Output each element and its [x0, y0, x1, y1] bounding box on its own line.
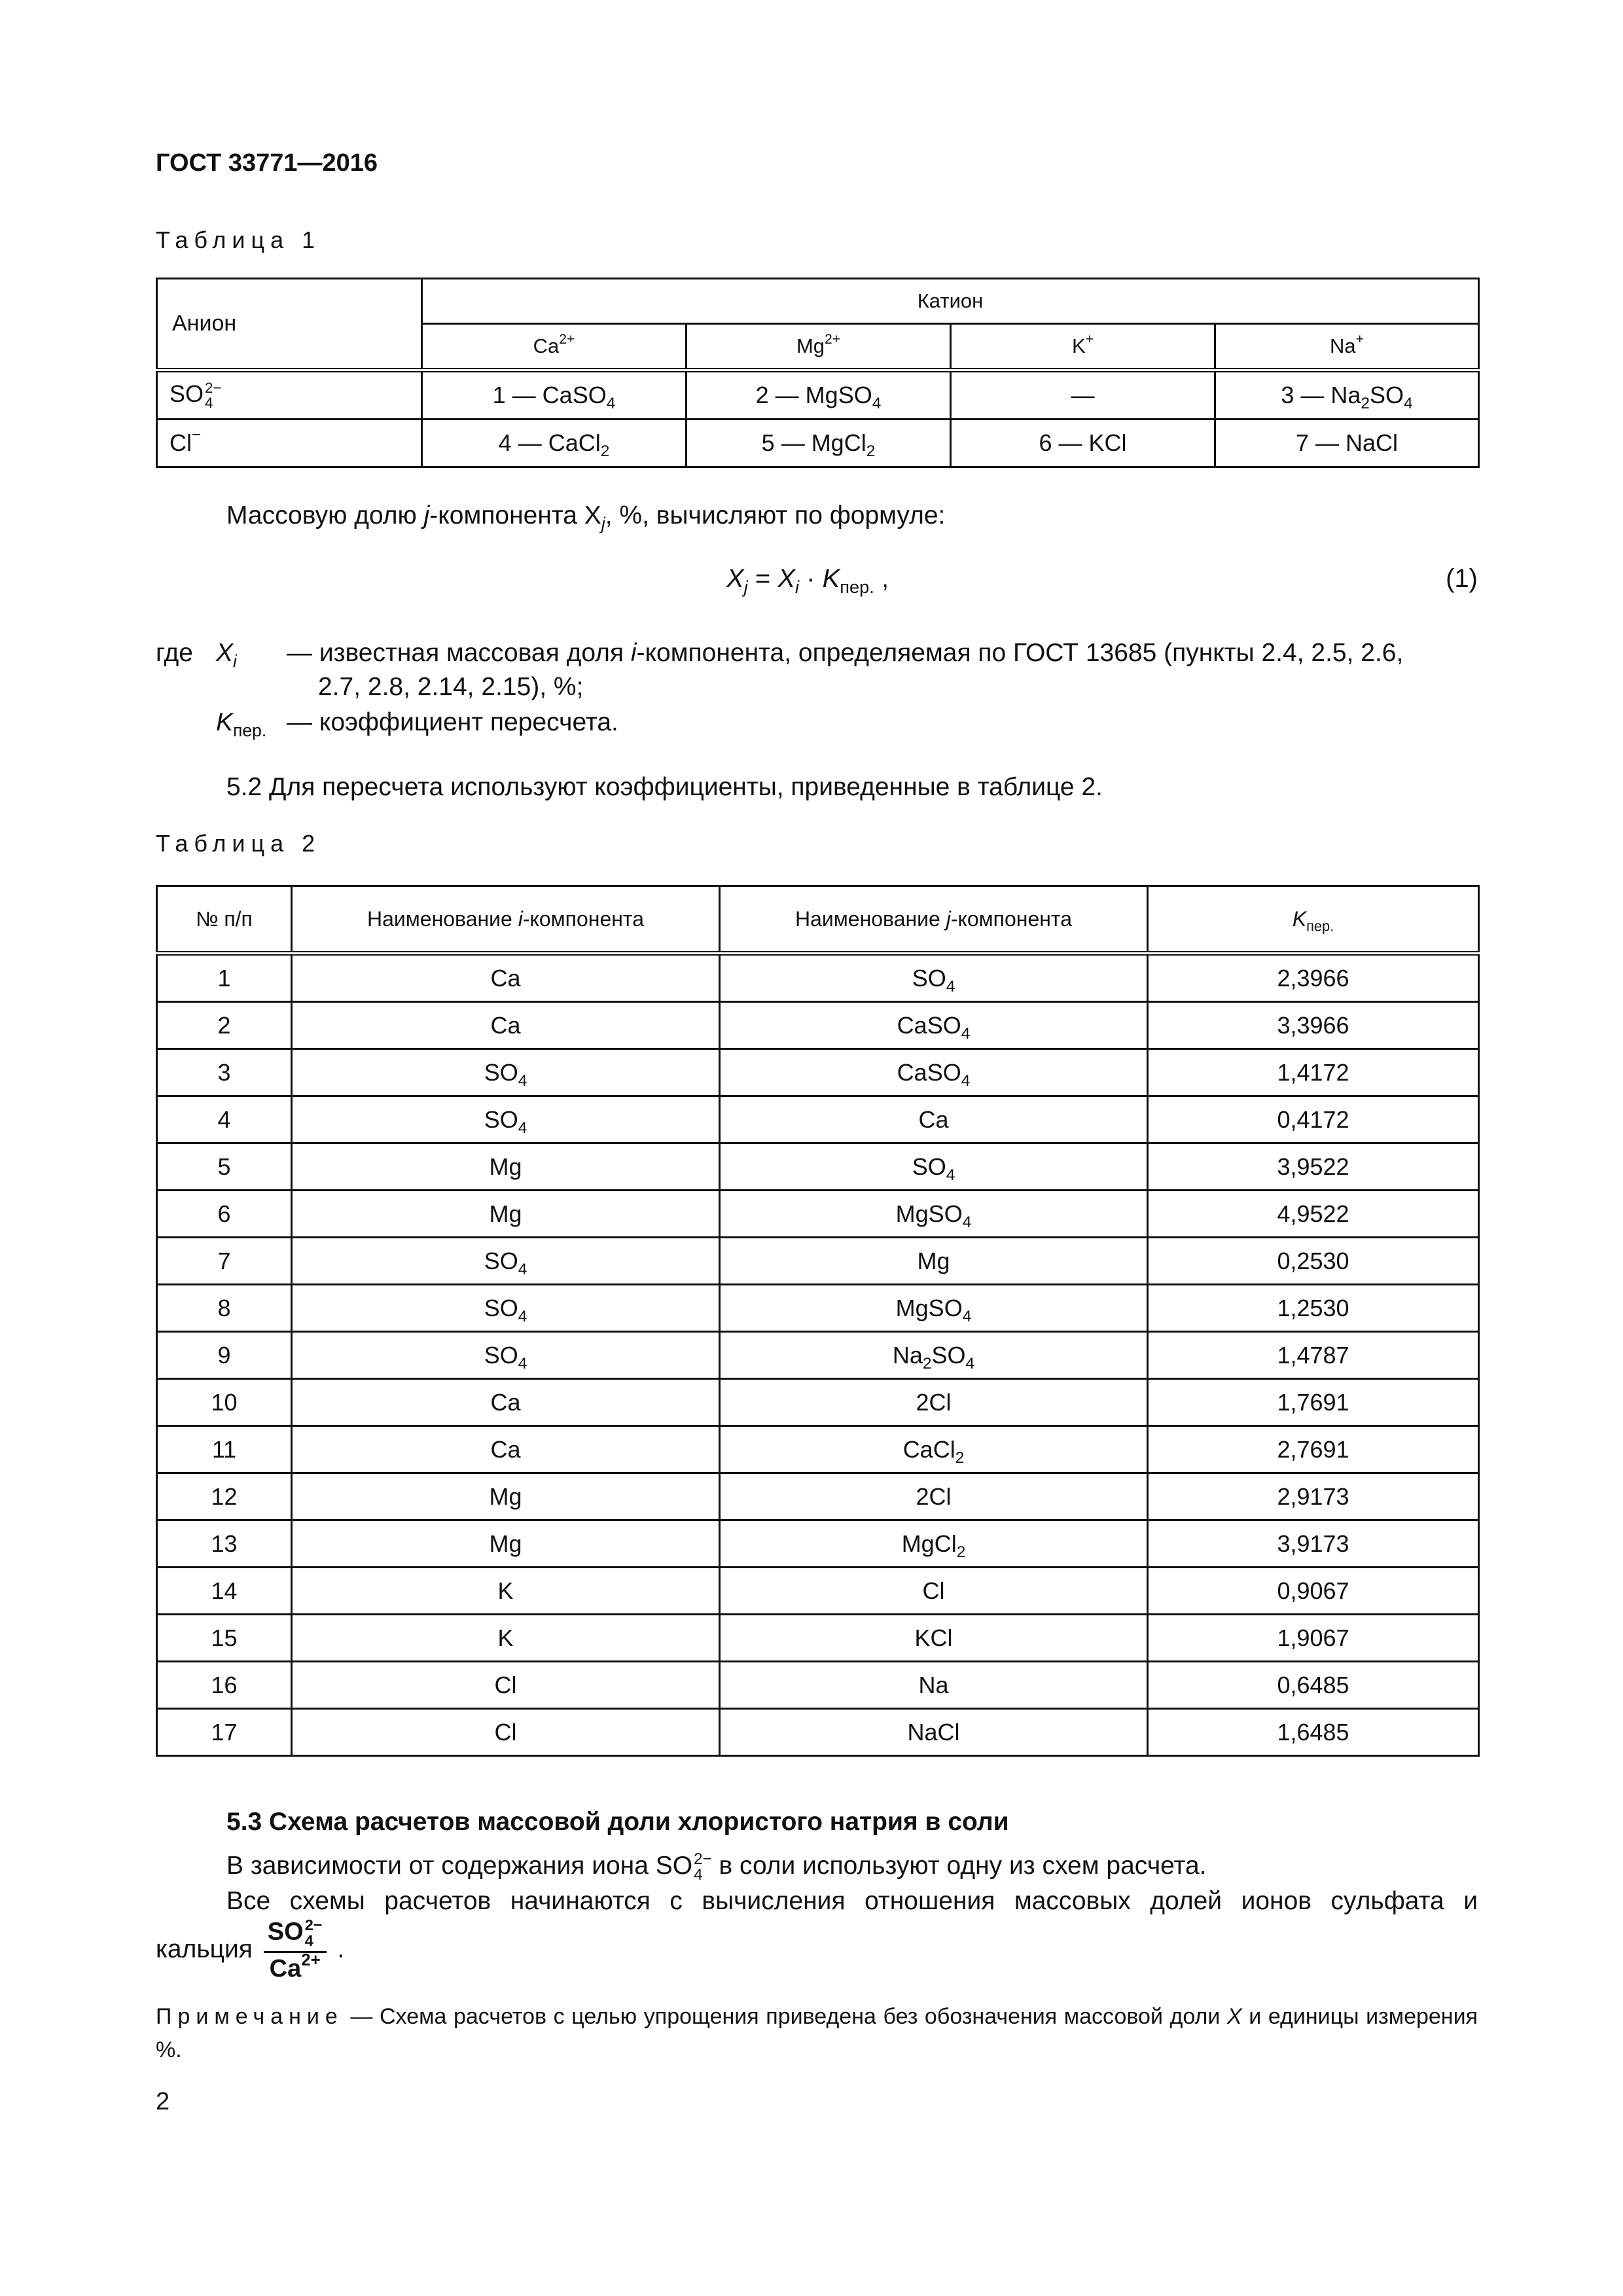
page-number: 2	[156, 2088, 170, 2115]
conversion-factor: 1,6485	[1148, 1709, 1479, 1756]
i-component	[292, 954, 720, 1002]
section-5-3-para2: Все схемы расчетов начинаются с вычисления отношения массовых долей ионов сульфата и	[226, 1887, 1478, 1915]
i-component	[292, 1568, 720, 1615]
ion-sub: 4	[694, 1865, 703, 1884]
formula-eq: =	[747, 564, 778, 593]
chemical-formula: NaCl	[907, 1718, 960, 1746]
formula-number: (1)	[1446, 564, 1478, 593]
note	[156, 2000, 1478, 2067]
conversion-factor: 2,9173	[1148, 1473, 1479, 1520]
col-num-header: № п/п	[157, 886, 292, 954]
j-component	[720, 1049, 1148, 1096]
formula-sub: пер.	[840, 577, 874, 597]
col-i-header	[292, 886, 720, 954]
i-component	[292, 1143, 720, 1191]
symbol: K	[1292, 906, 1307, 931]
symbol-sub: пер.	[1306, 917, 1334, 934]
salt-cell	[951, 420, 1215, 467]
chemical-formula: Mg	[489, 1530, 522, 1557]
i-component	[292, 1662, 720, 1709]
table2-row	[157, 1520, 1479, 1568]
table1-caption: Таблица 1	[156, 226, 321, 253]
cation-ca: $Ca^{2+}$	[422, 324, 687, 370]
conversion-factor: 1,7691	[1148, 1379, 1479, 1426]
chemical-formula: 4 — CaCl$_2$	[498, 429, 610, 461]
chemical-formula: Ca	[918, 1105, 949, 1133]
text: -компонента, определяемая по ГОСТ 13685 (пункты 2.4, 2.5, 2.6,	[636, 639, 1404, 667]
chemical-formula: $SO_4$	[484, 1105, 527, 1137]
j-component	[720, 1332, 1148, 1379]
row-number: 6	[157, 1191, 292, 1238]
superscript: 2+	[301, 1950, 321, 1969]
note-lead: Примечание	[156, 2004, 344, 2029]
conversion-factor: 0,9067	[1148, 1568, 1479, 1615]
subscript: j	[601, 513, 605, 533]
text: Наименование	[367, 906, 518, 931]
text: в соли используют одну из схем расчета.	[711, 1852, 1207, 1880]
chemical-formula: Mg	[489, 1482, 522, 1510]
cation-header: Катион	[422, 279, 1479, 324]
i-component	[292, 1332, 720, 1379]
salt-cell	[951, 370, 1215, 420]
i-component	[292, 1520, 720, 1568]
chemical-formula: 2Cl	[916, 1388, 952, 1416]
text: -компонента	[522, 906, 644, 931]
where-k-desc: — коэффициент пересчета.	[287, 708, 618, 736]
where-x-desc	[287, 639, 1403, 668]
salt-cell	[422, 370, 687, 420]
j-component	[720, 1096, 1148, 1143]
table2-row	[157, 1143, 1479, 1191]
table2-row	[157, 1332, 1479, 1379]
section-5-3-title: 5.3 Схема расчетов массовой доли хлористого натрия в соли	[226, 1808, 1009, 1836]
text: , %, вычисляют по формуле:	[605, 501, 946, 529]
i-component	[292, 1426, 720, 1473]
text: Массовую долю	[226, 501, 424, 529]
where-word: где	[156, 639, 193, 667]
formula-sub: j	[743, 577, 748, 597]
salt-cell	[422, 420, 687, 467]
j-component	[720, 1191, 1148, 1238]
text: и единицы измерения %.	[156, 2004, 1478, 2062]
chemical-formula: Ca	[490, 1011, 521, 1039]
conversion-factor: 1,2530	[1148, 1285, 1479, 1332]
table1	[156, 278, 1480, 468]
text: Наименование	[795, 906, 946, 931]
row-number: 15	[157, 1615, 292, 1662]
table2-row	[157, 1568, 1479, 1615]
row-number: 4	[157, 1096, 292, 1143]
where-x-symbol	[216, 639, 237, 671]
conversion-factor: 4,9522	[1148, 1191, 1479, 1238]
symbol: X	[216, 639, 234, 667]
table2-row	[157, 1285, 1479, 1332]
chemical-formula: MgCl$_2$	[901, 1530, 966, 1561]
row-number: 17	[157, 1709, 292, 1756]
i-component	[292, 1049, 720, 1096]
text: Ca	[269, 1955, 302, 1983]
text-italic: j	[423, 501, 430, 529]
chemical-formula: CaCl$_2$	[902, 1435, 965, 1467]
chemical-formula: Ca	[490, 1435, 521, 1463]
col-k-header	[1148, 886, 1479, 954]
conversion-factor: 3,9522	[1148, 1143, 1479, 1191]
table2-row	[157, 1238, 1479, 1285]
salt-cell	[687, 420, 951, 467]
text: -компонента	[950, 906, 1072, 931]
where-k-symbol	[216, 708, 267, 740]
row-number: 11	[157, 1426, 292, 1473]
j-component	[720, 1379, 1148, 1426]
i-component	[292, 1238, 720, 1285]
chemical-formula: CaSO$_4$	[897, 1058, 971, 1090]
j-component	[720, 1662, 1148, 1709]
table2-row	[157, 954, 1479, 1002]
formula-intro	[226, 499, 945, 533]
j-component	[720, 1143, 1148, 1191]
text: .	[337, 1935, 345, 1964]
chemical-formula: $SO_4$	[912, 964, 955, 996]
chemical-formula: Mg	[489, 1153, 522, 1180]
i-component	[292, 1002, 720, 1049]
chemical-formula: $Na_2SO_4$	[892, 1341, 975, 1372]
row-number: 5	[157, 1143, 292, 1191]
anion-cell: SO 2− 4	[157, 370, 422, 420]
table2	[156, 885, 1480, 1757]
anion-cell: Cl−	[157, 420, 422, 467]
chemical-formula: Ca	[490, 1388, 521, 1416]
chemical-formula: MgSO$_4$	[895, 1294, 972, 1325]
ion-sup: 2−	[694, 1850, 712, 1868]
chemical-formula: —	[1071, 382, 1095, 408]
row-number: 9	[157, 1332, 292, 1379]
chemical-formula: $SO_4$	[484, 1058, 527, 1090]
formula-1	[726, 564, 889, 597]
chemical-formula: 2 — MgSO$_4$	[755, 382, 882, 413]
i-component	[292, 1285, 720, 1332]
section-5-3-para3	[156, 1918, 344, 1983]
j-component	[720, 954, 1148, 1002]
conversion-factor: 0,2530	[1148, 1238, 1479, 1285]
i-component	[292, 1379, 720, 1426]
i-component	[292, 1473, 720, 1520]
j-component	[720, 1520, 1148, 1568]
text: В зависимости от содержания иона SO	[226, 1852, 693, 1880]
table2-row	[157, 1096, 1479, 1143]
chemical-formula: Na	[918, 1671, 949, 1698]
chemical-formula: Ca	[490, 964, 521, 992]
chemical-formula: MgSO$_4$	[895, 1200, 972, 1231]
j-component	[720, 1473, 1148, 1520]
table2-row	[157, 1662, 1479, 1709]
text: — известная массовая доля	[287, 639, 631, 667]
text-italic: i	[518, 906, 523, 931]
chemical-formula: $SO_4$	[484, 1294, 527, 1325]
symbol-sub: пер.	[233, 720, 267, 740]
chemical-formula: Mg	[489, 1200, 522, 1227]
chemical-formula: Mg	[917, 1247, 950, 1274]
chemical-formula: 6 — KCl	[1039, 429, 1127, 456]
table2-row	[157, 1615, 1479, 1662]
row-number: 1	[157, 954, 292, 1002]
conversion-factor: 1,4172	[1148, 1049, 1479, 1096]
row-number: 16	[157, 1662, 292, 1709]
section-5-3-para1	[226, 1850, 1207, 1883]
sulfate-calcium-ratio	[264, 1918, 327, 1983]
cation-k: K+	[951, 324, 1215, 370]
row-number: 7	[157, 1238, 292, 1285]
j-component	[720, 1238, 1148, 1285]
table1-row	[157, 370, 1479, 420]
text-italic: i	[630, 639, 637, 667]
chemical-formula: Cl	[922, 1577, 945, 1604]
conversion-factor: 1,9067	[1148, 1615, 1479, 1662]
j-component	[720, 1285, 1148, 1332]
table2-row	[157, 1709, 1479, 1756]
chemical-formula: Cl	[494, 1671, 517, 1698]
row-number: 14	[157, 1568, 292, 1615]
row-number: 8	[157, 1285, 292, 1332]
row-number: 10	[157, 1379, 292, 1426]
table1-row	[157, 420, 1479, 467]
table2-row	[157, 1473, 1479, 1520]
table2-row	[157, 1379, 1479, 1426]
text: SO	[267, 1918, 304, 1946]
conversion-factor: 3,3966	[1148, 1002, 1479, 1049]
text: кальция	[156, 1935, 253, 1964]
i-component	[292, 1096, 720, 1143]
where-x-desc-line2: 2.7, 2.8, 2.14, 2.15), %;	[318, 673, 584, 701]
formula-symbol: X	[726, 564, 744, 593]
chemical-formula: CaSO$_4$	[897, 1011, 971, 1043]
formula-dot: ·	[799, 564, 823, 593]
conversion-factor: 2,7691	[1148, 1426, 1479, 1473]
text: -компонента X	[429, 501, 601, 529]
conversion-factor: 0,6485	[1148, 1662, 1479, 1709]
i-component	[292, 1615, 720, 1662]
formula-sub: i	[795, 577, 800, 597]
conversion-factor: 2,3966	[1148, 954, 1479, 1002]
fraction-denominator	[266, 1950, 325, 1983]
row-number: 12	[157, 1473, 292, 1520]
ion-sub: 4	[304, 1931, 313, 1949]
col-j-header	[720, 886, 1148, 954]
document-id: ГОСТ 33771—2016	[156, 149, 378, 177]
fraction-numerator	[264, 1918, 327, 1953]
conversion-factor: 3,9173	[1148, 1520, 1479, 1568]
row-number: 13	[157, 1520, 292, 1568]
ion-sup: 2−	[304, 1916, 323, 1933]
text: — Схема расчетов с целью упрощения приведена без обозначения массовой доли	[343, 2004, 1227, 2029]
j-component	[720, 1002, 1148, 1049]
chemical-formula: 1 — CaSO$_4$	[492, 382, 616, 413]
symbol-sub: i	[233, 651, 237, 671]
table2-caption: Таблица 2	[156, 830, 321, 857]
chemical-formula: $SO_4$	[912, 1153, 955, 1184]
anion-header: Анион	[157, 279, 422, 370]
row-number: 2	[157, 1002, 292, 1049]
conversion-factor: 0,4172	[1148, 1096, 1479, 1143]
j-component	[720, 1568, 1148, 1615]
section-5-2: 5.2 Для пересчета используют коэффициенты, приведенные в таблице 2.	[226, 773, 1103, 801]
chemical-formula: K	[497, 1624, 514, 1651]
i-component	[292, 1709, 720, 1756]
symbol: K	[216, 708, 234, 736]
cation-na: Na+	[1215, 324, 1479, 370]
chemical-formula: 3 — $Na_2SO_4$	[1281, 382, 1413, 413]
text-italic: j	[946, 906, 951, 931]
j-component	[720, 1709, 1148, 1756]
ion-charge	[305, 1918, 323, 1948]
salt-cell	[1215, 370, 1479, 420]
table2-row	[157, 1191, 1479, 1238]
ion-charge	[694, 1852, 712, 1883]
chemical-formula: Cl	[494, 1718, 517, 1746]
formula-symbol: X	[777, 564, 796, 593]
chemical-formula: 5 — MgCl$_2$	[761, 429, 876, 461]
j-component	[720, 1615, 1148, 1662]
text-italic: X	[1226, 2004, 1242, 2029]
cation-mg: $Mg^{2+}$	[687, 324, 951, 370]
chemical-formula: KCl	[914, 1624, 953, 1651]
chemical-formula: 7 — NaCl	[1295, 429, 1399, 456]
chemical-formula: $SO_4$	[484, 1247, 527, 1278]
i-component	[292, 1191, 720, 1238]
conversion-factor: 1,4787	[1148, 1332, 1479, 1379]
row-number: 3	[157, 1049, 292, 1096]
table2-row	[157, 1426, 1479, 1473]
chemical-formula: $SO_4$	[484, 1341, 527, 1372]
chemical-formula: K	[497, 1577, 514, 1604]
salt-cell	[687, 370, 951, 420]
formula-symbol: K	[822, 564, 840, 593]
chemical-formula: 2Cl	[916, 1482, 952, 1510]
j-component	[720, 1426, 1148, 1473]
salt-cell	[1215, 420, 1479, 467]
table2-row	[157, 1049, 1479, 1096]
formula-end: ,	[874, 564, 889, 593]
table2-row	[157, 1002, 1479, 1049]
